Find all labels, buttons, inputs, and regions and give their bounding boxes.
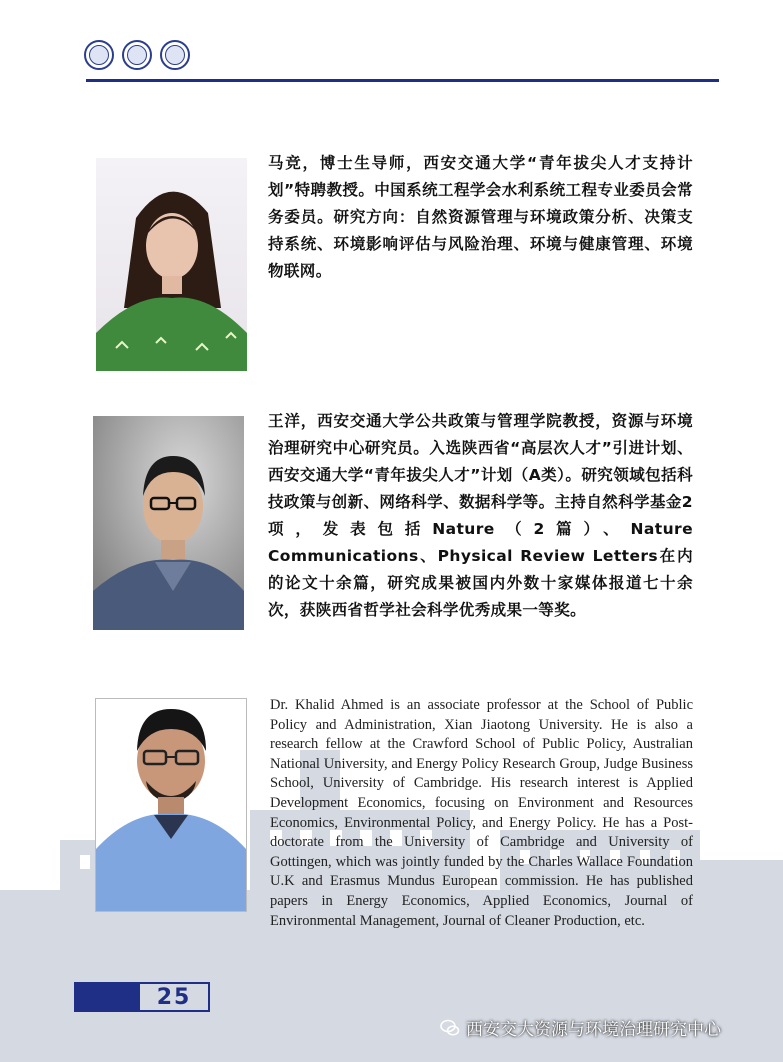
profile-bio-3: Dr. Khalid Ahmed is an associate professor at the School of Public Policy and Administration, Xian Jiaotong University. He is also a research fellow at the Crawford School of Public Policy, Australian National University, and Energy Policy Research Group, Judge Business School, University of Cambridge. His research interest is Applied Development Economics, focusing on Environment and Resources Economics, Environmental Policy, and Energy Policy. He has a Post-doctorate from the University of Cambridge and University of Gottingen, which was jointly funded by the Charles Wallace Foundation U.K and Erasmus Mundus European commission. He has published papers in Energy Economics, Applied Economics, Journal of Environmental Management, Journal of Cleaner Production, etc. [270,697,693,929]
header-divider [86,79,719,82]
university-seal-icon [84,40,114,70]
page-number-box [74,982,210,1012]
center-seal-icon [160,40,190,70]
profile-photo-1 [96,158,247,371]
wechat-watermark [440,1015,721,1040]
emblem-icon [122,40,152,70]
page-number: 25 [138,982,210,1012]
profile-bio-1: 马竞，博士生导师，西安交通大学“青年拔尖人才支持计划”特聘教授。中国系统工程学会水利系统工程专业委员会常务委员。研究方向：自然资源管理与环境政策分析、决策支持系统、环境影响评估与风险治理、环境与健康管理、环境物联网。 [268,154,693,280]
page-number-bar [74,982,138,1012]
wechat-icon [440,1018,460,1038]
header-logos [84,40,190,70]
profile-photo-2 [93,416,244,630]
profile-bio-2: 王洋，西安交通大学公共政策与管理学院教授，资源与环境治理研究中心研究员。入选陕西省“高层次人才”引进计划、西安交通大学“青年拔尖人才”计划（A类）。研究领域包括科技政策与创新、网络科学、数据科学等。主持自然科学基金2项，发表包括Nature（2篇）、Nature Communications、Physical Review Letters在内的论文十余篇，研究成果被国内外数十家媒体报道七十余次，获陕西省哲学社会科学优秀成果一等奖。 [268,412,693,619]
profile-photo-3 [95,698,247,912]
watermark-text: 西安交大资源与环境治理研究中心 [466,1020,721,1040]
